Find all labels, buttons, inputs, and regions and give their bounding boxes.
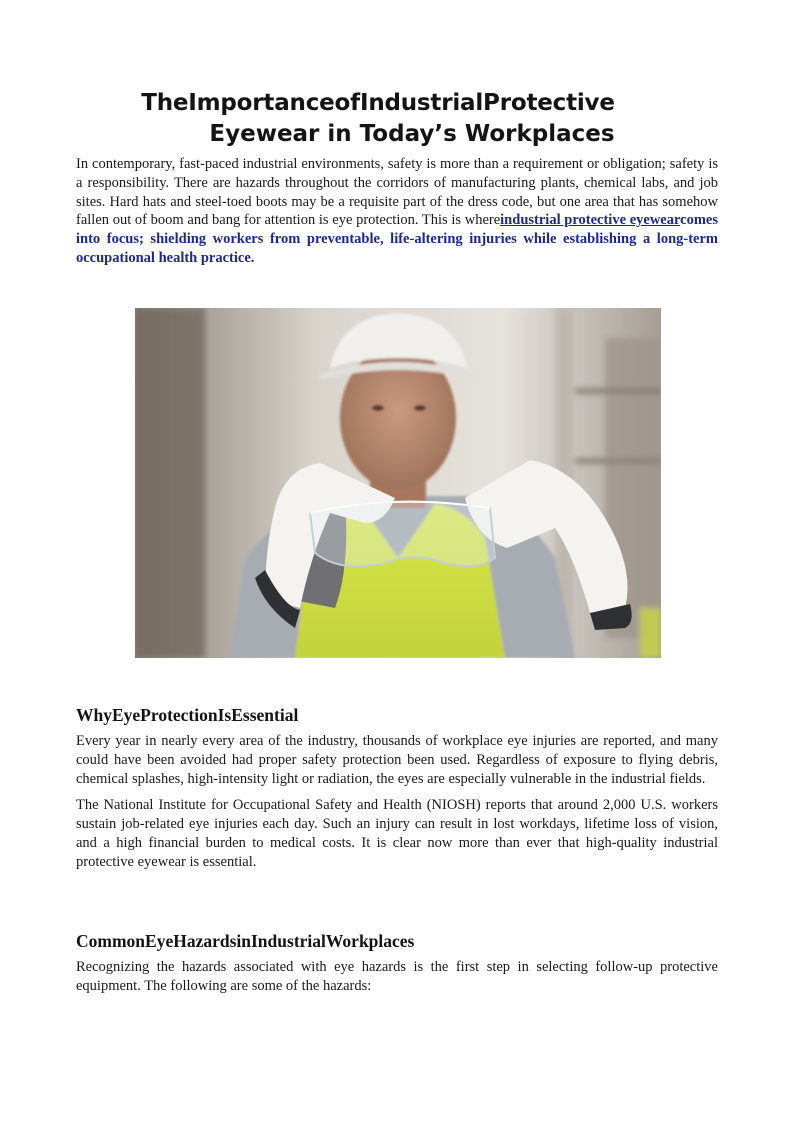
industrial-eyewear-link[interactable]: industrial protective eyewear [500, 212, 681, 229]
title-line-1: TheImportanceofIndustrialProtective [141, 90, 615, 116]
document-page [76, 88, 718, 268]
page-title [76, 88, 718, 150]
intro-text: In contemporary, fast-paced industrial environments, safety is more than a requirement or obligation; safety is a responsibility. There are hazards throughout the corridors of manufacturing plants, chemical labs, and job sites. Hard hats and steel-toed boots may be a requisite part of the dress code, but one area that has somehow fallen out of boom and bang for attention is eye protection. This is where [76, 156, 718, 229]
section-paragraph: The National Institute for Occupational Safety and Health (NIOSH) reports that around 2,000 U.S. workers sustain job-related eye injuries each day. Such an injury can result in lost workdays, lifetime loss of vision, and a high financial burden to medical costs. It is clear now more than ever that high-quality industrial protective eyewear is essential. [76, 797, 718, 870]
section-heading: WhyEyeProtectionIsEssential [76, 705, 299, 725]
intro-emphasis-text: comes into focus; shielding workers from preventable, life-altering injuries while establishing a long-term occupational health practice. [76, 212, 718, 266]
section-common-hazards [76, 931, 718, 996]
section-paragraph: Every year in nearly every area of the industry, thousands of workplace eye injuries are reported, and many could have been avoided had proper safety protection been used. Regardless of exposure to flying debris, chemical splashes, high-intensity light or radiation, the eyes are especially vulnerable in the industrial fields. [76, 733, 718, 787]
title-line-2: Eyewear in Today’s Workplaces [209, 121, 615, 147]
section-paragraph: Recognizing the hazards associated with eye hazards is the first step in selecting follow-up protective equipment. The following are some of the hazards: [76, 959, 718, 994]
section-why-eye-protection [76, 705, 718, 872]
intro-paragraph [76, 155, 718, 268]
hero-image [135, 308, 661, 658]
section-heading: CommonEyeHazardsinIndustrialWorkplaces [76, 931, 415, 951]
